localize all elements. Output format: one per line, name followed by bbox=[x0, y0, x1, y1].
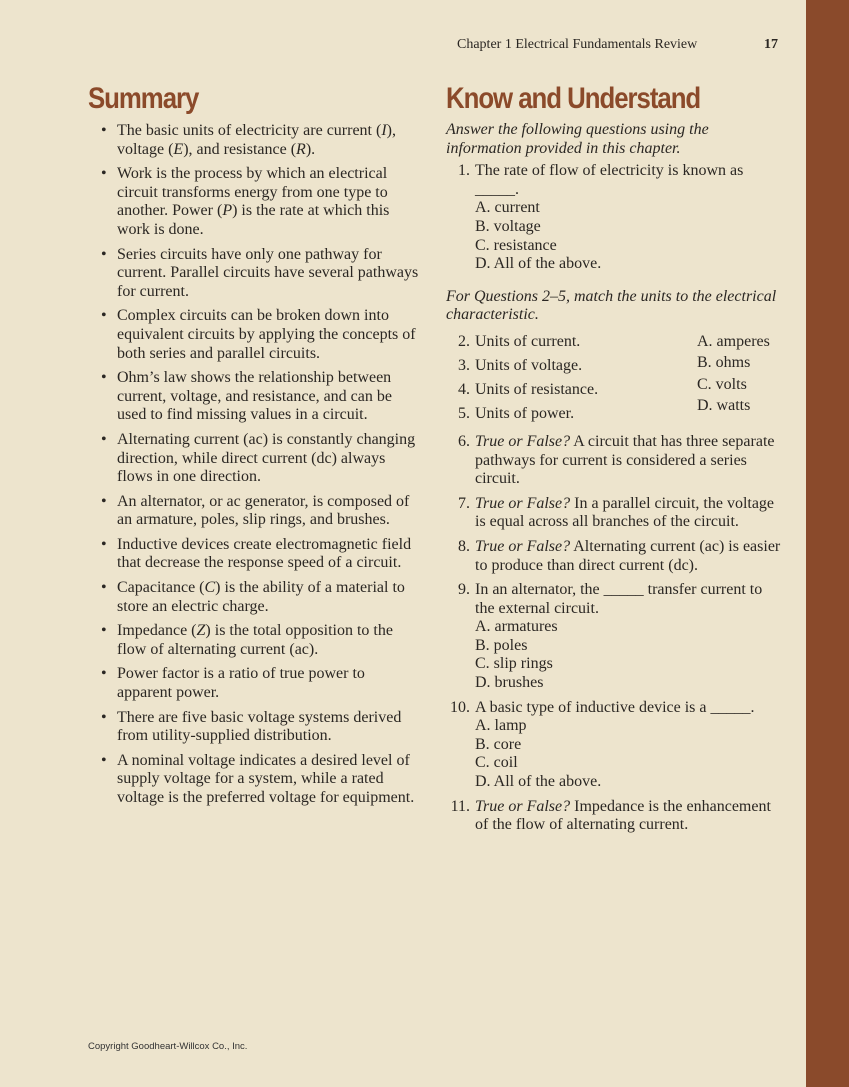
question-text: Units of power. bbox=[475, 404, 575, 422]
summary-text: The basic units of electricity are current ( bbox=[117, 122, 382, 139]
summary-text: There are five basic voltage systems derived from utility-supplied distribution. bbox=[117, 708, 402, 745]
summary-item bbox=[88, 579, 422, 616]
question-10 bbox=[446, 699, 785, 792]
summary-list bbox=[88, 122, 428, 808]
question-text: Impedance is the enhancement of the flow of alternating current. bbox=[475, 797, 771, 834]
page-number: 17 bbox=[764, 37, 778, 52]
bullet-icon: • bbox=[101, 535, 107, 553]
summary-text: C bbox=[204, 579, 216, 597]
summary-item bbox=[88, 431, 422, 487]
bullet-icon: • bbox=[101, 307, 107, 325]
match-answer: A. amperes bbox=[697, 332, 770, 350]
question-text: In a parallel circuit, the voltage is equal across all branches of the circuit. bbox=[475, 494, 775, 531]
summary-heading: Summary bbox=[88, 82, 199, 115]
summary-text: Series circuits have only one pathway for current. Parallel circuits have several pathways for current. bbox=[117, 245, 419, 300]
match-answer: C. volts bbox=[697, 375, 747, 393]
question-text: True or False? bbox=[475, 432, 571, 450]
question-11 bbox=[446, 798, 785, 835]
question-text: Alternating current (ac) is easier to produce than direct current (dc). bbox=[475, 537, 781, 574]
summary-text: Complex circuits can be broken down into equivalent circuits by applying the concepts of both series and parallel circuits. bbox=[117, 307, 416, 362]
bullet-icon: • bbox=[101, 665, 107, 683]
question-text: True or False? bbox=[475, 797, 571, 815]
summary-item bbox=[88, 493, 422, 530]
question-number: 5. bbox=[458, 404, 470, 422]
bullet-icon: • bbox=[101, 430, 107, 448]
answer-option: A. armatures bbox=[475, 618, 558, 636]
bullet-icon: • bbox=[101, 751, 107, 769]
question-text: The rate of flow of electricity is known as _____. bbox=[475, 162, 744, 198]
question-number: 4. bbox=[458, 380, 470, 398]
summary-text: Alternating current (ac) is constantly changing direction, while direct current (dc) always flows in one direction. bbox=[117, 430, 416, 486]
summary-text: An alternator, or ac generator, is composed of an armature, poles, slip rings, and brushes. bbox=[117, 492, 410, 529]
question-1 bbox=[446, 162, 785, 274]
instructions: Answer the following questions using the information provided in this chapter. bbox=[446, 121, 709, 157]
summary-text: Impedance ( bbox=[117, 622, 197, 640]
summary-item bbox=[88, 709, 422, 746]
match-question bbox=[446, 333, 646, 357]
answer-option: A. lamp bbox=[475, 717, 527, 735]
question-text: Units of voltage. bbox=[475, 356, 583, 374]
question-8 bbox=[446, 538, 785, 575]
summary-text: Power factor is a ratio of true power to apparent power. bbox=[117, 665, 365, 702]
answer-option: A. current bbox=[475, 199, 540, 217]
summary-section bbox=[88, 122, 428, 814]
summary-text: ), and resistance ( bbox=[183, 140, 297, 158]
summary-text: Inductive devices create electromagnetic field that decrease the response speed of a circuit. bbox=[117, 535, 412, 572]
summary-text: ) is the ability of a material to store an electric charge. bbox=[117, 579, 405, 615]
copyright: Copyright Goodheart-Willcox Co., Inc. bbox=[88, 1041, 248, 1052]
summary-text: R bbox=[296, 140, 306, 158]
answer-option: C. slip rings bbox=[475, 655, 553, 673]
answer-option: D. All of the above. bbox=[475, 255, 602, 273]
question-text: In an alternator, the _____ transfer current to the external circuit. bbox=[475, 581, 763, 617]
summary-item bbox=[88, 622, 422, 659]
bullet-icon: • bbox=[101, 245, 107, 263]
summary-item bbox=[88, 165, 422, 239]
answer-option: C. resistance bbox=[475, 236, 557, 254]
question-text: Units of resistance. bbox=[475, 380, 599, 398]
summary-item bbox=[88, 122, 422, 159]
question-text: A basic type of inductive device is a _____. bbox=[475, 698, 755, 716]
summary-item bbox=[88, 307, 422, 363]
summary-text: ). bbox=[305, 140, 316, 158]
answer-option: B. poles bbox=[475, 636, 528, 654]
bullet-icon: • bbox=[101, 708, 107, 726]
match-question bbox=[446, 381, 646, 405]
summary-item bbox=[88, 536, 422, 573]
question-text: Units of current. bbox=[475, 332, 581, 350]
bullet-icon: • bbox=[101, 165, 107, 183]
summary-item bbox=[88, 369, 422, 425]
summary-item bbox=[88, 665, 422, 702]
question-number: 11. bbox=[450, 797, 470, 815]
matching-block bbox=[446, 333, 791, 425]
question-number: 6. bbox=[458, 432, 470, 450]
summary-text: E bbox=[173, 140, 184, 158]
question-number: 3. bbox=[458, 356, 470, 374]
summary-text: Ohm’s law shows the relationship between current, voltage, and resistance, and can be used to find missing values in a circuit. bbox=[117, 369, 392, 424]
match-question bbox=[446, 405, 646, 429]
question-text: True or False? bbox=[475, 494, 571, 512]
bullet-icon: • bbox=[101, 622, 107, 640]
question-text: True or False? bbox=[475, 537, 571, 555]
question-9 bbox=[446, 581, 785, 693]
match-answer: B. ohms bbox=[697, 354, 751, 372]
running-header: Chapter 1 Electrical Fundamentals Review bbox=[457, 37, 698, 52]
question-text: A circuit that has three separate pathways for current is considered a series circuit. bbox=[475, 432, 775, 488]
match-answer: D. watts bbox=[697, 397, 751, 415]
answer-option: B. core bbox=[475, 735, 522, 753]
answer-option: D. brushes bbox=[475, 674, 544, 692]
bullet-icon: • bbox=[101, 579, 107, 597]
question-number: 1. bbox=[458, 162, 470, 180]
question-number: 10. bbox=[450, 698, 470, 716]
summary-item bbox=[88, 246, 422, 302]
match-instructions: For Questions 2–5, match the units to the electrical characteristic. bbox=[446, 287, 777, 324]
question-number: 8. bbox=[458, 537, 470, 555]
know-understand-heading: Know and Understand bbox=[446, 82, 701, 115]
summary-text: P bbox=[222, 202, 233, 220]
answer-option: D. All of the above. bbox=[475, 773, 602, 791]
summary-text: Z bbox=[196, 622, 206, 640]
bullet-icon: • bbox=[101, 122, 107, 139]
question-number: 2. bbox=[458, 332, 470, 350]
bullet-icon: • bbox=[101, 369, 107, 387]
question-7 bbox=[446, 495, 785, 532]
summary-text: ) is the rate at which this work is done. bbox=[117, 202, 390, 238]
summary-text: ), voltage ( bbox=[117, 122, 396, 158]
match-question bbox=[446, 357, 646, 381]
answer-option: B. voltage bbox=[475, 217, 541, 235]
answer-option: C. coil bbox=[475, 754, 518, 772]
question-number: 7. bbox=[458, 494, 470, 512]
bullet-icon: • bbox=[101, 492, 107, 510]
question-number: 9. bbox=[458, 581, 470, 599]
summary-item bbox=[88, 752, 422, 808]
summary-text: Capacitance ( bbox=[117, 579, 205, 597]
page-edge-tab bbox=[806, 0, 849, 1087]
question-6 bbox=[446, 433, 785, 489]
summary-text: ) is the total opposition to the flow of alternating current (ac). bbox=[117, 622, 393, 658]
summary-text: Work is the process by which an electrical circuit transforms energy from one type to another. Power ( bbox=[117, 165, 388, 220]
summary-text: A nominal voltage indicates a desired level of supply voltage for a system, while a rated voltage is the preferred voltage for equipment. bbox=[117, 751, 415, 806]
summary-text: I bbox=[381, 122, 387, 139]
questions-section bbox=[446, 121, 791, 841]
